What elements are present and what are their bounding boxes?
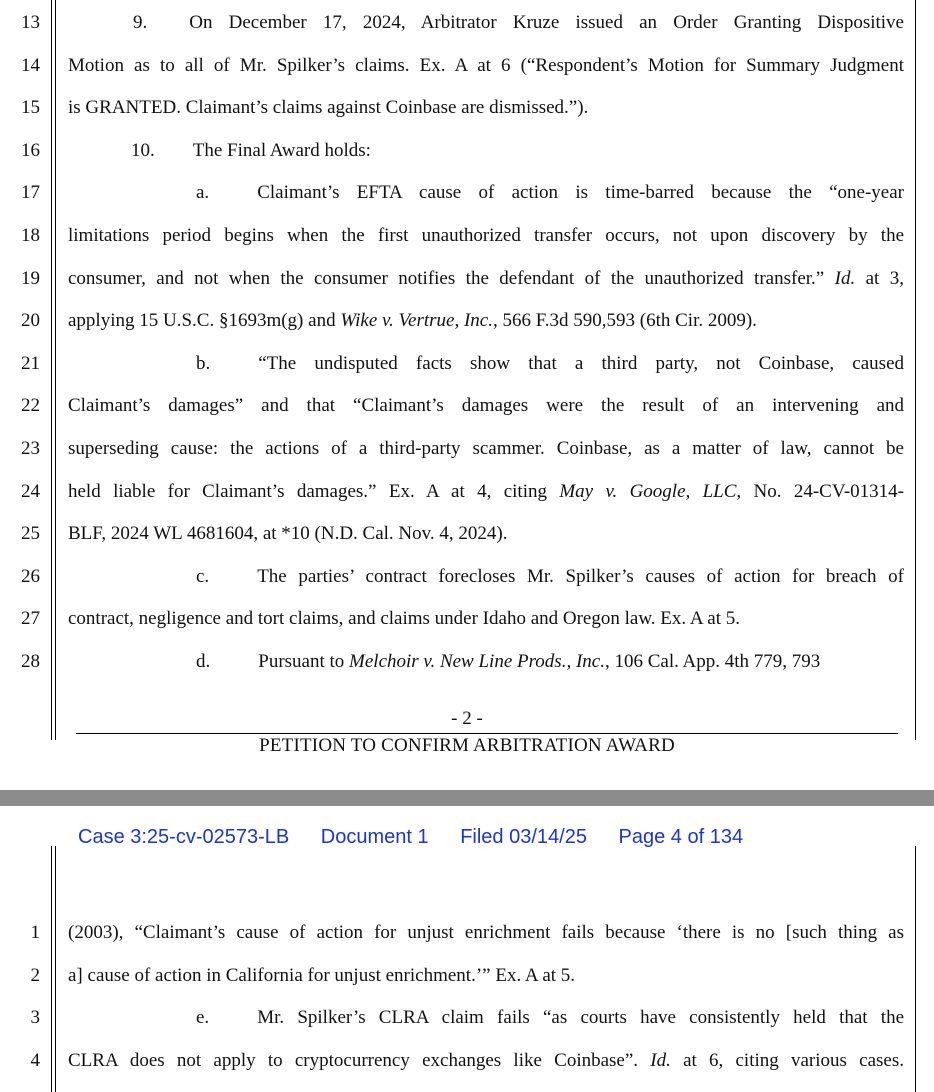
text-run: Motion as to all of Mr. Spilker’s claims. Ex. A at 6 (“Respondent’s Motion for Summary Judgment — [68, 54, 904, 76]
case-citation: Id. — [834, 267, 856, 289]
text-run: superseding cause: the actions of a third-party scammer. Coinbase, as a matter of law, cannot be — [68, 438, 904, 459]
footer-title: PETITION TO CONFIRM ARBITRATION AWARD — [259, 735, 675, 756]
line-number: 17 — [21, 182, 40, 204]
text-run: Claimant’s EFTA cause of action is time-barred because the “one-year — [257, 182, 904, 204]
page-number: - 2 - — [451, 708, 483, 729]
page-count: Page 4 of 134 — [618, 826, 744, 848]
text-line — [68, 395, 904, 417]
text-line — [68, 1050, 904, 1072]
line-number: 13 — [21, 12, 40, 33]
text-run: is GRANTED. Claimant’s claims against Coinbase are dismissed.”). — [68, 97, 589, 119]
text-run: at 6, citing various cases. — [670, 1049, 904, 1071]
text-run: , No. 24-CV-01314- — [736, 480, 904, 502]
paragraph-marker: a. — [196, 182, 210, 204]
line-number: 14 — [21, 54, 40, 76]
text-run: contract, negligence and tort claims, and claims under Idaho and Oregon law. Ex. A at 5. — [68, 608, 740, 630]
text-line — [68, 523, 904, 545]
text-line — [68, 97, 904, 119]
paragraph-marker: d. — [196, 651, 211, 672]
paragraph-marker: 10. — [131, 139, 155, 161]
text-line — [68, 481, 904, 503]
line-number: 28 — [21, 651, 40, 672]
left-margin-rule — [51, 0, 52, 740]
text-line — [68, 310, 904, 332]
text-run: limitations period begins when the first unauthorized transfer occurs, not upon discovery by the — [68, 225, 904, 246]
ecf-header — [78, 826, 743, 849]
case-citation: Melchoir v. New Line Prods., Inc. — [349, 651, 605, 672]
case-citation: May v. Google, LLC — [559, 480, 737, 502]
line-number: 22 — [21, 395, 40, 417]
line-number: 18 — [21, 225, 40, 246]
left-margin-rule — [51, 846, 52, 1092]
text-line — [68, 225, 904, 247]
text-line — [131, 140, 904, 162]
text-run: The parties’ contract forecloses Mr. Spilker’s causes of action for breach of — [257, 565, 904, 587]
text-line — [196, 1007, 904, 1029]
paragraph-marker: e. — [196, 1007, 210, 1029]
text-line — [196, 353, 904, 375]
document-number: Document 1 — [320, 826, 429, 848]
text-line — [133, 12, 904, 34]
text-line — [68, 608, 904, 630]
line-number: 27 — [21, 608, 40, 630]
left-margin-rule-inner — [55, 846, 56, 1092]
text-run: , 106 Cal. App. 4th 779, 793 — [604, 651, 821, 672]
text-run: The Final Award holds: — [192, 139, 371, 161]
footer-divider — [76, 733, 898, 734]
line-number: 4 — [30, 1049, 40, 1071]
text-line — [196, 182, 904, 204]
line-number: 20 — [21, 310, 40, 332]
text-run: applying 15 U.S.C. §1693m(g) and — [68, 310, 341, 332]
case-number: Case 3:25-cv-02573-LB — [78, 826, 290, 848]
text-run: Pursuant to — [258, 651, 350, 672]
paragraph-marker: b. — [196, 352, 211, 374]
right-margin-rule — [915, 846, 916, 1092]
line-number: 26 — [21, 565, 40, 587]
text-line — [68, 268, 904, 290]
right-margin-rule — [915, 0, 916, 740]
text-line — [68, 55, 904, 77]
text-run: , 566 F.3d 590,593 (6th Cir. 2009). — [492, 310, 757, 332]
case-citation: Id. — [650, 1049, 671, 1071]
text-run: (2003), “Claimant’s cause of action for unjust enrichment fails because ‘there is no [such thing as — [68, 922, 904, 943]
text-line — [68, 965, 904, 987]
page-separator — [0, 790, 934, 806]
text-line — [196, 651, 904, 673]
text-run: a] cause of action in California for unjust enrichment.’” Ex. A at 5. — [68, 964, 576, 986]
text-line — [68, 922, 904, 944]
line-number: 1 — [30, 922, 40, 943]
line-number: 16 — [21, 139, 40, 161]
paragraph-marker: 9. — [133, 12, 148, 33]
line-number: 23 — [21, 438, 40, 459]
text-run: “The undisputed facts show that a third party, not Coinbase, caused — [258, 352, 904, 374]
text-run: at 3, — [855, 267, 904, 289]
text-run: On December 17, 2024, Arbitrator Kruze issued an Order Granting Dispositive — [189, 12, 904, 33]
line-number: 2 — [30, 964, 40, 986]
text-run: consumer, and not when the consumer notifies the defendant of the unauthorized transfer.” — [68, 267, 835, 289]
text-run: BLF, 2024 WL 4681604, at *10 (N.D. Cal. Nov. 4, 2024). — [68, 523, 508, 545]
line-number: 25 — [21, 523, 40, 545]
case-citation: Wike v. Vertrue, Inc. — [340, 310, 493, 332]
paragraph-marker: c. — [196, 565, 210, 587]
text-run: Mr. Spilker’s CLRA claim fails “as courts have consistently held that the — [257, 1007, 904, 1029]
line-number: 24 — [21, 480, 40, 502]
text-run: CLRA does not apply to cryptocurrency exchanges like Coinbase”. — [68, 1049, 651, 1071]
text-line — [196, 566, 904, 588]
left-margin-rule-inner — [55, 0, 56, 740]
line-number: 15 — [21, 97, 40, 119]
text-run: Claimant’s damages” and that “Claimant’s damages were the result of an intervening and — [68, 395, 904, 417]
text-run: held liable for Claimant’s damages.” Ex. A at 4, citing — [68, 480, 560, 502]
text-line — [68, 438, 904, 460]
line-number: 3 — [30, 1007, 40, 1029]
line-number: 19 — [21, 267, 40, 289]
line-number: 21 — [21, 352, 40, 374]
filed-date: Filed 03/14/25 — [460, 826, 587, 848]
